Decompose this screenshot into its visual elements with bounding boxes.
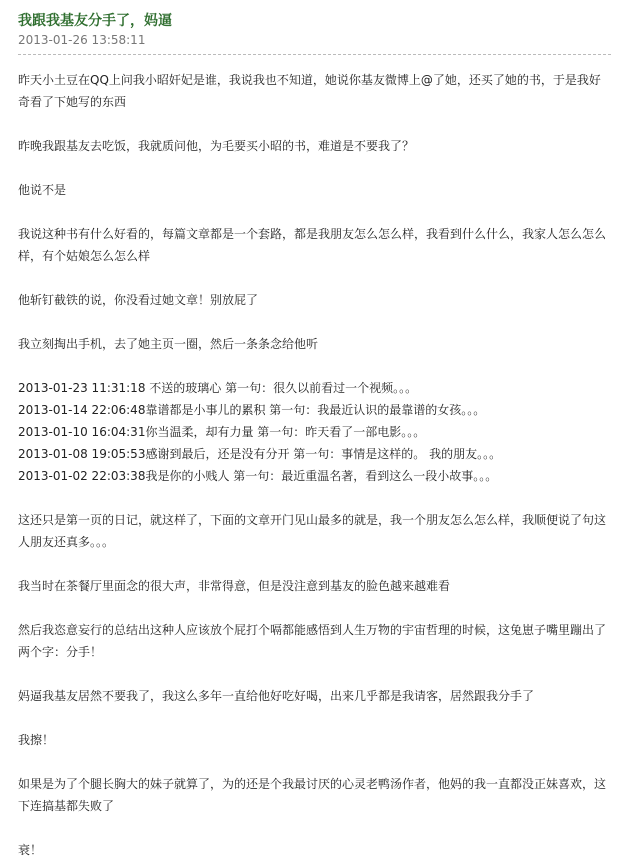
diary-entry: 2013-01-08 19:05:53感谢到最后，还是没有分开 第一句：事情是这样的。 我的朋友。。。 [18, 447, 502, 461]
paragraph: 妈逼我基友居然不要我了，我这么多年一直给他好吃好喝，出来几乎都是我请客，居然跟我分手了 [18, 689, 535, 703]
paragraph: 他说不是 [18, 183, 67, 197]
paragraph: 我说这种书有什么好看的，每篇文章都是一个套路，都是我朋友怎么怎么样，我看到什么什么，我家人怎么怎么样，有个姑娘怎么怎么样 [18, 227, 607, 263]
paragraph: 我擦！ [18, 733, 55, 747]
post-body [18, 69, 611, 861]
post-title: 我跟我基友分手了，妈逼 [18, 13, 172, 29]
post-timestamp: 2013-01-26 13:58:11 [18, 33, 146, 47]
diary-entry-list [18, 377, 611, 487]
diary-entry: 2013-01-10 16:04:31你当温柔，却有力量 第一句：昨天看了一部电影。。。 [18, 425, 426, 439]
diary-entry: 2013-01-14 22:06:48靠谱都是小事儿的累积 第一句：我最近认识的最靠谱的女孩。。。 [18, 403, 486, 417]
paragraph: 如果是为了个腿长胸大的妹子就算了，为的还是个我最讨厌的心灵老鸭汤作者，他妈的我一直都没正妹喜欢，这下连搞基都失败了 [18, 777, 607, 813]
paragraph: 昨晚我跟基友去吃饭，我就质问他，为毛要买小昭的书，难道是不要我了？ [18, 139, 415, 153]
paragraph: 昨天小土豆在QQ上问我小昭奸妃是谁，我说我也不知道，她说你基友微博上@了她，还买了她的书，于是我好奇看了下她写的东西 [18, 73, 601, 109]
title-divider [18, 54, 611, 55]
paragraph: 然后我恣意妄行的总结出这种人应该放个屁打个嗝都能感悟到人生万物的宇宙哲理的时候，这兔崽子嘴里蹦出了两个字：分手！ [18, 623, 607, 659]
paragraph: 他斩钉截铁的说，你没看过她文章！别放屁了 [18, 293, 259, 307]
paragraph: 衰！ [18, 843, 43, 857]
diary-entry: 2013-01-23 11:31:18 不送的玻璃心 第一句：很久以前看过一个视频。。。 [18, 381, 418, 395]
paragraph: 这还只是第一页的日记，就这样了，下面的文章开门见山最多的就是，我一个朋友怎么怎么样，我顺便说了句这人朋友还真多。。。 [18, 513, 607, 549]
diary-entry: 2013-01-02 22:03:38我是你的小贱人 第一句：最近重温名著，看到这么一段小故事。。。 [18, 469, 498, 483]
paragraph: 我当时在茶餐厅里面念的很大声，非常得意，但是没注意到基友的脸色越来越难看 [18, 579, 451, 593]
paragraph: 我立刻掏出手机，去了她主页一圈，然后一条条念给他听 [18, 337, 319, 351]
